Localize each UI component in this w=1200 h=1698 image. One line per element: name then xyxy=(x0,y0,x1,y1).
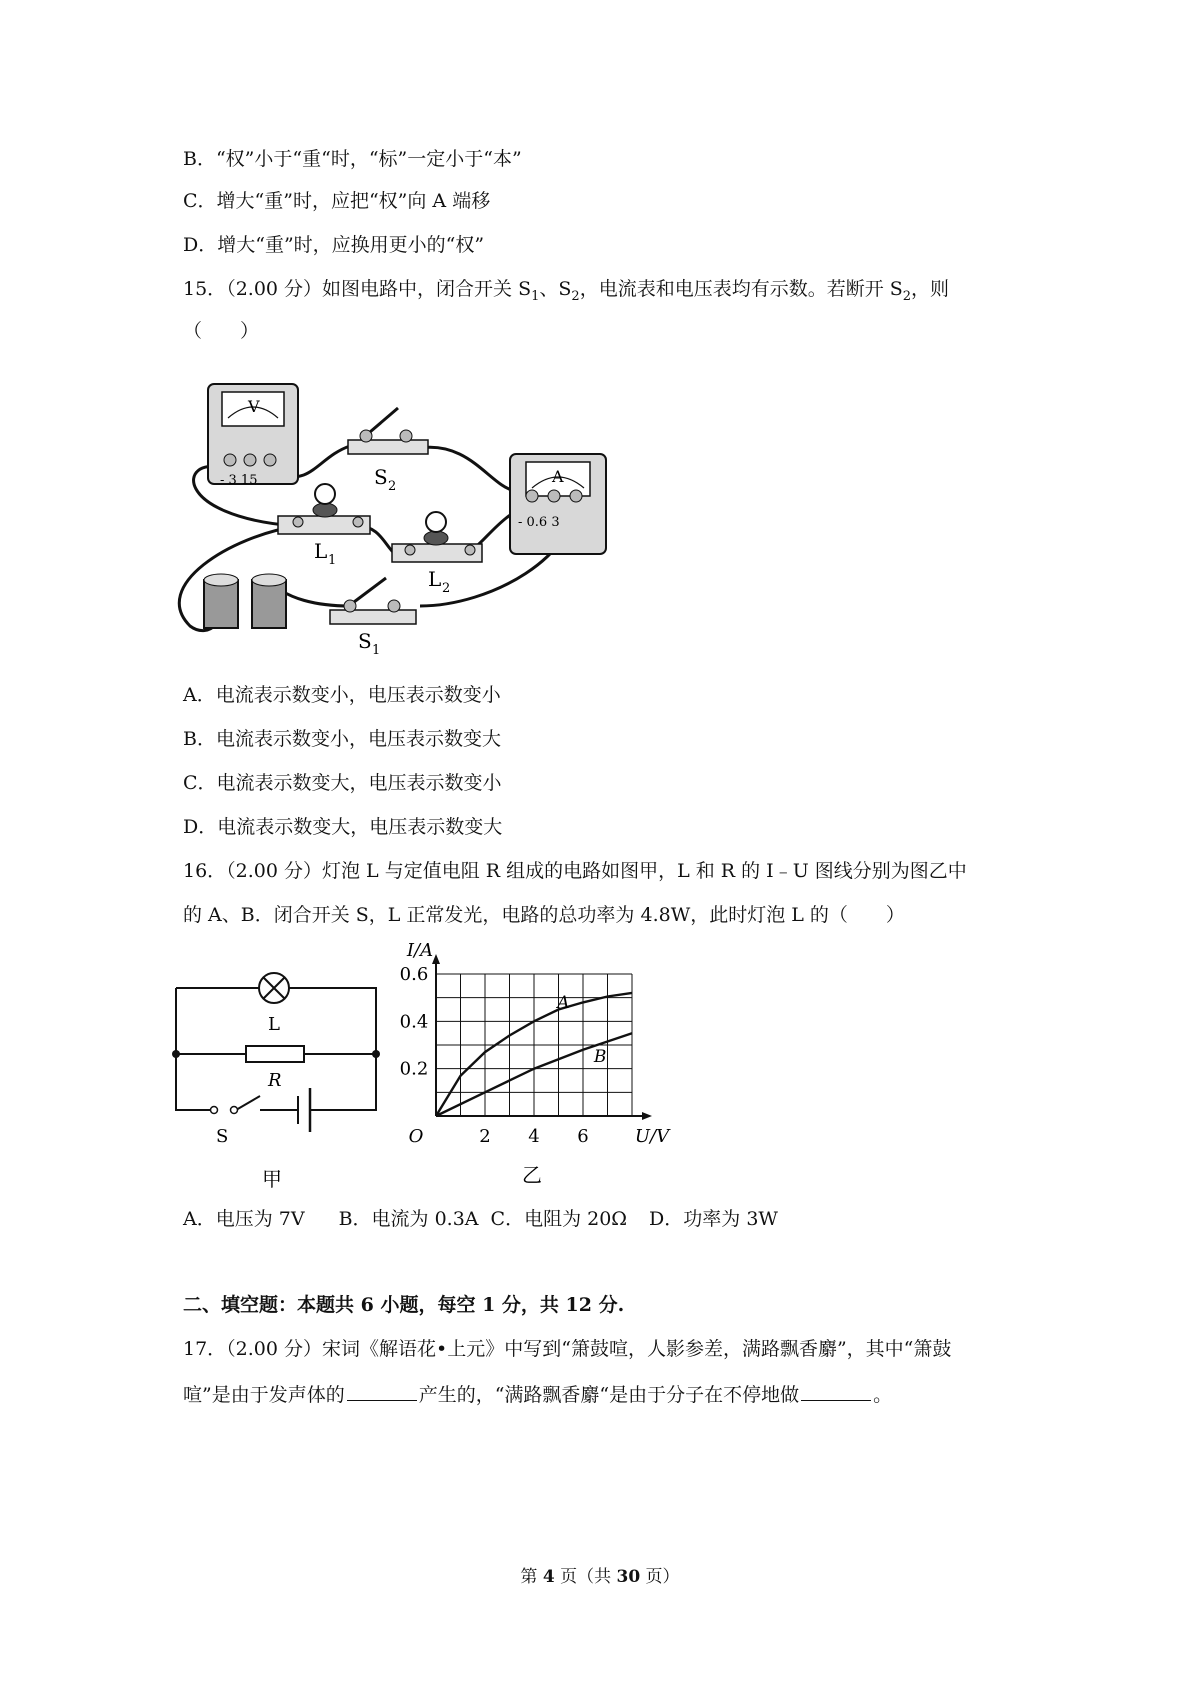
resistor-symbol xyxy=(246,1046,304,1062)
q14-option-b: B．“权”小于“重“时，“标”一定小于“本” xyxy=(183,148,522,170)
x-axis-label: U/V xyxy=(634,1126,670,1147)
q16-circuit-schematic xyxy=(170,958,390,1198)
chart-labels xyxy=(400,940,671,1187)
q14-option-d: D．增大“重”时，应换用更小的“权” xyxy=(183,234,485,256)
q15-stem xyxy=(183,276,949,310)
q17-text-c: 。 xyxy=(873,1384,893,1406)
voltmeter-scale: - 3 15 xyxy=(220,473,258,488)
iu-chart xyxy=(390,940,670,1200)
q15-score: （2.00 分） xyxy=(226,278,323,300)
ammeter xyxy=(510,454,606,554)
series-label-B: B xyxy=(593,1046,607,1067)
y-tick-label: 0.2 xyxy=(399,1058,429,1080)
series-label-A: A xyxy=(557,992,570,1013)
ammeter-label: A xyxy=(552,467,564,486)
footer-total-pages: 30 xyxy=(616,1567,641,1587)
footer-mid: 页（共 xyxy=(554,1567,617,1587)
q15-stem-b: ，电流表和电压表均有示数。若断开 S xyxy=(579,278,903,300)
q15-sep: 、S xyxy=(539,278,572,300)
lamp-l1-sub: 1 xyxy=(328,553,337,568)
switch-s2-label: S xyxy=(374,465,388,489)
x-tick-label: 6 xyxy=(577,1126,589,1147)
q15-option-b: B．电流表示数变小，电压表示数变大 xyxy=(183,728,501,750)
figure-caption-yi: 乙 xyxy=(522,1163,542,1187)
figure-caption-jia: 甲 xyxy=(262,1167,282,1191)
y-axis-label: I/A xyxy=(406,940,434,961)
x-tick-label: 2 xyxy=(479,1126,491,1147)
q15-option-c: C．电流表示数变大，电压表示数变小 xyxy=(183,772,502,794)
q17-blank-2[interactable] xyxy=(801,1382,871,1401)
voltmeter xyxy=(208,384,298,488)
lamp-l2-label: L xyxy=(428,567,442,591)
y-tick-label: 0.4 xyxy=(399,1011,429,1033)
q15-circuit-figure xyxy=(170,356,630,656)
lamp-l2 xyxy=(392,512,482,596)
footer-suffix: 页） xyxy=(640,1567,680,1587)
q16-options xyxy=(183,1206,812,1232)
chart-grid xyxy=(436,974,632,1116)
q15-option-d: D．电流表示数变大，电压表示数变大 xyxy=(183,816,503,838)
q17-text-b: 产生的，“满路飘香麝“是由于分子在不停地做 xyxy=(418,1384,800,1406)
q15-answer-paren: （ ） xyxy=(183,320,260,342)
switch-s1 xyxy=(330,578,416,658)
q15-s2b-sub: 2 xyxy=(902,288,912,304)
lamp-label: L xyxy=(268,1014,280,1035)
x-axis-arrow xyxy=(642,1112,652,1120)
lamp-l2-sub: 2 xyxy=(442,581,451,596)
q15-s1-sub: 1 xyxy=(531,288,540,304)
q17-blank-1[interactable] xyxy=(347,1382,417,1401)
y-axis-arrow xyxy=(432,954,440,964)
origin-label: O xyxy=(408,1126,424,1147)
q15-option-a: A．电流表示数变小，电压表示数变小 xyxy=(183,684,501,706)
switch-s1-label: S xyxy=(358,629,372,653)
switch-s2-sub: 2 xyxy=(388,479,397,494)
lamp-l1-label: L xyxy=(314,539,328,563)
y-tick-label: 0.6 xyxy=(399,964,429,985)
footer-page-number: 4 xyxy=(542,1567,555,1587)
q15-stem-a: 如图电路中，闭合开关 S xyxy=(322,278,532,300)
q16-option-d: D．功率为 3W xyxy=(649,1208,778,1230)
resistor-label: R xyxy=(268,1070,282,1091)
q15-stem-c: ，则 xyxy=(911,278,950,300)
q16-option-a: A．电压为 7V xyxy=(183,1208,305,1230)
x-tick-label: 4 xyxy=(528,1126,540,1147)
switch-s1-sub: 1 xyxy=(372,643,381,658)
q17-stem-line2 xyxy=(183,1382,892,1408)
q16-stem-line1: 16．（2.00 分）灯泡 L 与定值电阻 R 组成的电路如图甲，L 和 R 的 I﹣U 图线分别为图乙中 xyxy=(183,860,967,882)
switch-s2 xyxy=(348,408,428,494)
q15-s2-sub: 2 xyxy=(571,288,580,304)
q15-number: 15． xyxy=(183,278,227,300)
q16-option-c: C．电阻为 20Ω xyxy=(490,1208,628,1230)
ammeter-scale: - 0.6 3 xyxy=(518,515,560,530)
page-footer xyxy=(0,1562,1200,1587)
q17-stem-line1: 17．（2.00 分）宋词《解语花•上元》中写到“箫鼓喧，人影参差，满路飘香麝”，其中“箫鼓 xyxy=(183,1338,952,1360)
voltmeter-label: V xyxy=(248,397,260,416)
q14-option-c: C．增大“重”时，应把“权”向 A 端移 xyxy=(183,190,491,212)
lamp-symbol xyxy=(259,973,289,1003)
switch-label: S xyxy=(216,1126,229,1147)
footer-prefix: 第 xyxy=(520,1567,543,1587)
q16-stem-line2: 的 A、B．闭合开关 S，L 正常发光，电路的总功率为 4.8W，此时灯泡 L 的（ ） xyxy=(183,904,905,926)
q16-option-b: B．电流为 0.3A xyxy=(338,1208,479,1230)
q17-text-a: 喧”是由于发声体的 xyxy=(183,1384,345,1406)
section-heading-fill-blank: 二、填空题：本题共 6 小题，每空 1 分，共 12 分. xyxy=(183,1294,625,1316)
lamp-l1 xyxy=(278,484,370,568)
battery-pack xyxy=(204,574,286,628)
